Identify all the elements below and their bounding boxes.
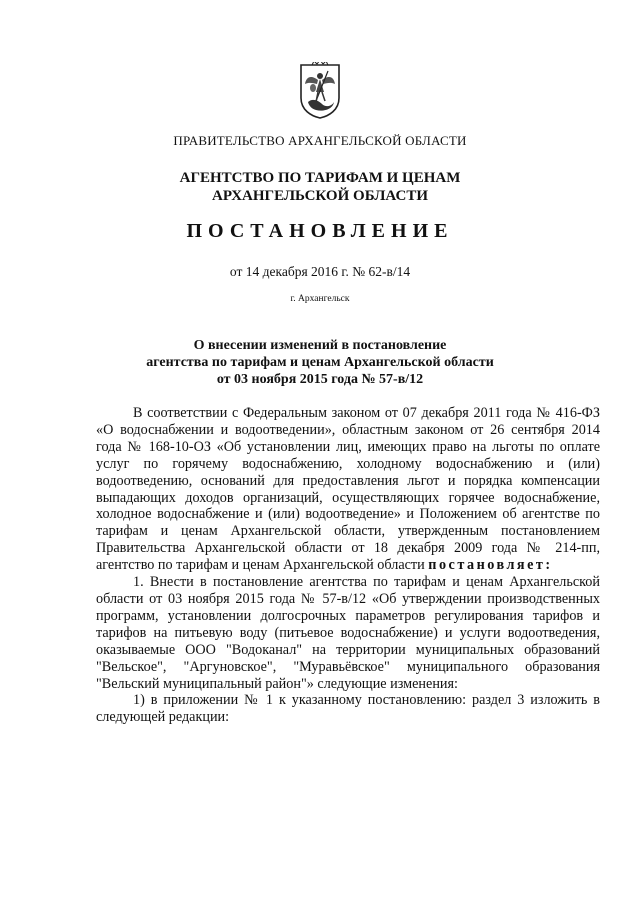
subject-line1: О внесении изменений в постановление <box>193 338 447 353</box>
document-date-number: от 14 декабря 2016 г. № 62-в/14 <box>229 264 411 279</box>
subject-line3: от 03 ноября 2015 года № 57-в/12 <box>216 372 424 387</box>
document-subject <box>0 337 640 388</box>
government-name: ПРАВИТЕЛЬСТВО АРХАНГЕЛЬСКОЙ ОБЛАСТИ <box>173 133 467 148</box>
document-city: г. Архангельск <box>290 294 350 304</box>
agency-name-line2: АРХАНГЕЛЬСКОЙ ОБЛАСТИ <box>212 188 428 204</box>
agency-name-line1: АГЕНТСТВО ПО ТАРИФАМ И ЦЕНАМ <box>179 170 461 186</box>
resolves-keyword: постановляет: <box>428 557 553 574</box>
document-body <box>96 405 600 726</box>
preamble-text: В соответствии с Федеральным законом от 07 декабря 2011 года № 416-ФЗ «О водоснабжении и водоотведении», областным законом от 26 сентября 2014 года № 168-10-ОЗ «Об установлении лиц, имеющих право на льготы по оплате услуг по горячему водоснабжению, холодному водоснабжению и (или) водоотведению, оснований для предоставления льгот и порядка компенсации выпадающих доходов организаций, осуществляющих горячее водоснабжение, холодное водоснабжение и (или) водоотведение» и Положением об агентстве по тарифам и ценам Архангельской области, утвержденным постановлением Правительства Архангельской области от 18 декабря 2009 года № 214-пп, агентство по тарифам и ценам Архангельской области <box>96 405 600 574</box>
agency-name <box>0 169 640 205</box>
body-paragraph-subitem-1: 1) в приложении № 1 к указанному постановлению: раздел 3 изложить в следующей редакции: <box>96 692 600 726</box>
subject-line2: агентства по тарифам и ценам Архангельской области <box>146 355 494 370</box>
body-paragraph-preamble <box>96 405 600 574</box>
arkhangelsk-coat-of-arms-icon <box>298 62 342 120</box>
document-type: ПОСТАНОВЛЕНИЕ <box>186 220 454 242</box>
body-paragraph-item-1: 1. Внести в постановление агентства по тарифам и ценам Архангельской области от 03 ноября 2015 года № 57-в/12 «Об утверждении производственных программ, установлении долгосрочных параметров регулирования тарифов и тарифов на питьевую воду (питьевое водоснабжение) и услуги водоотведения, оказываемые ООО "Водоканал" на территории муниципальных образований "Вельское", "Аргуновское", "Муравьёвское" муниципального образования "Вельский муниципальный район"» следующие изменения: <box>96 574 600 692</box>
